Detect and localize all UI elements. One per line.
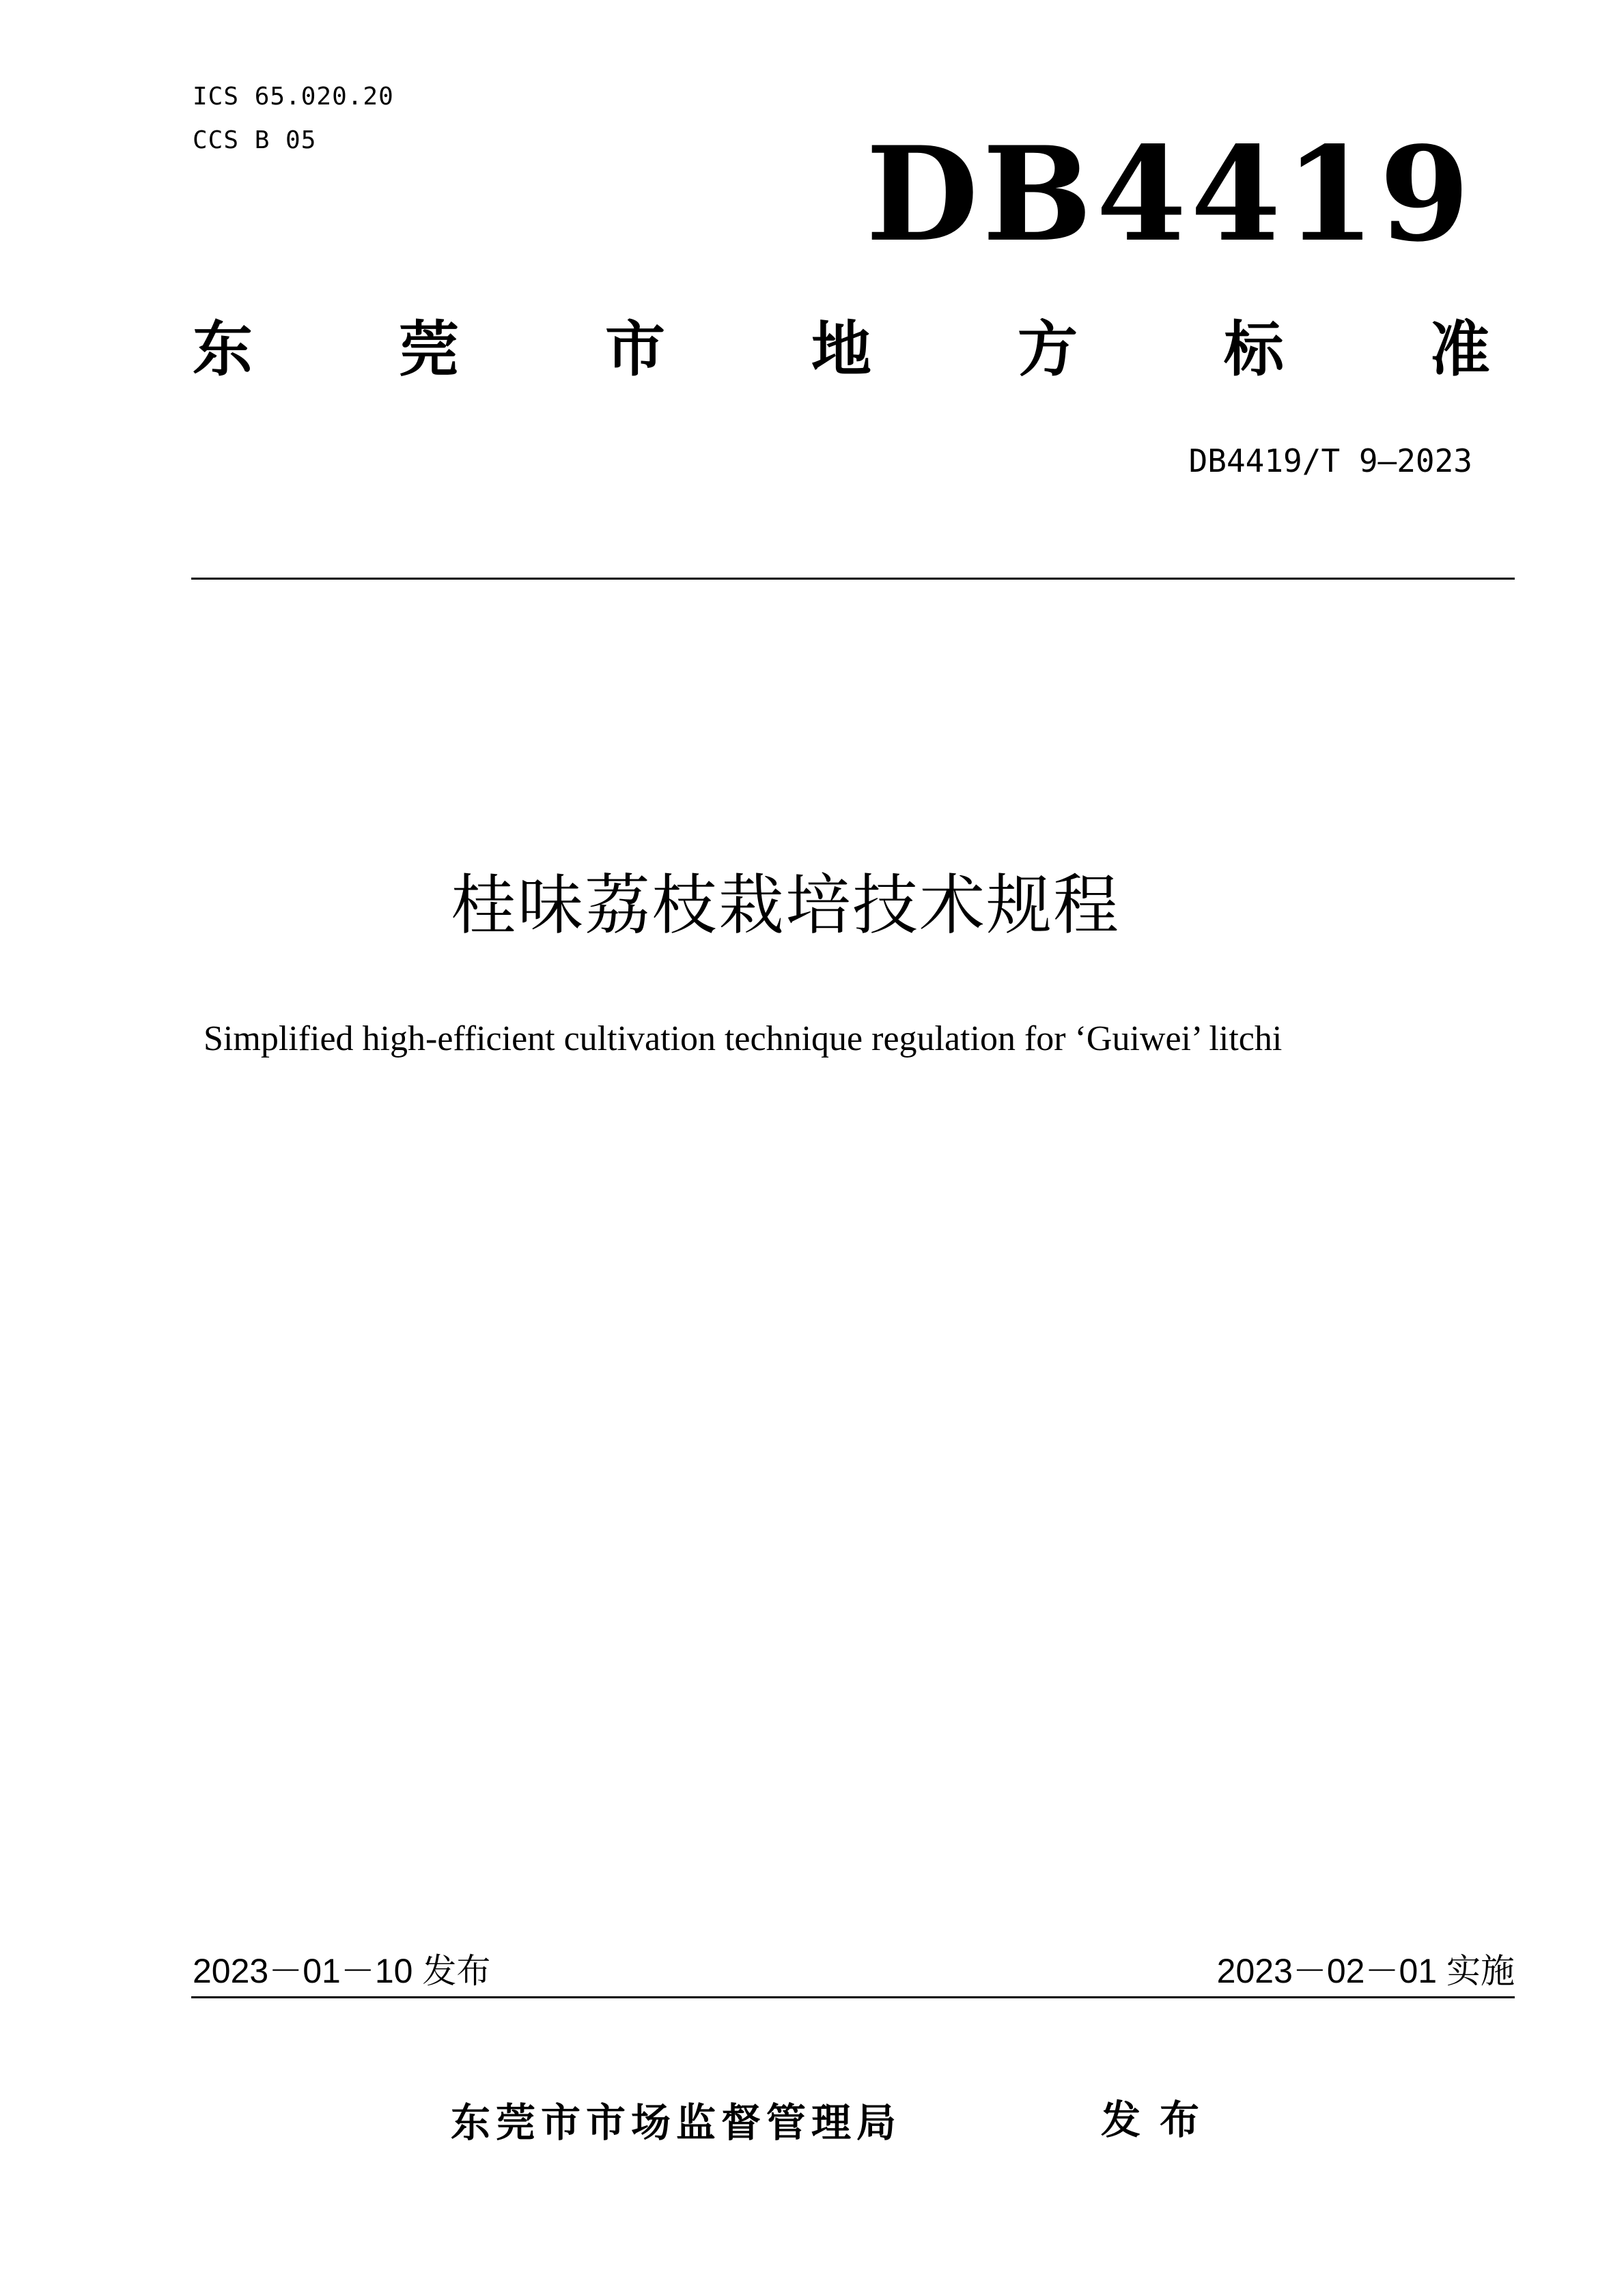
- issue-date: 2023－01－10 发布: [193, 1952, 491, 1990]
- standard-type-char: 方: [1017, 314, 1078, 384]
- footer-divider: [191, 1996, 1515, 1998]
- standard-type-char: 标: [1223, 314, 1284, 384]
- ics-code: ICS 65.020.20: [193, 83, 394, 111]
- standard-type-char: 准: [1429, 314, 1490, 384]
- standard-type-heading: [193, 314, 1490, 384]
- standard-type-char: 东: [193, 314, 253, 384]
- chinese-title: 桂味荔枝栽培技术规程: [451, 867, 1120, 944]
- publisher-name: 东莞市市场监督管理局: [451, 2099, 902, 2146]
- standard-number: DB4419/T 9—2023: [1188, 442, 1472, 479]
- english-title: Simplified high-efficient cultivation technique regulation for ‘Guiwei’ litchi: [204, 1019, 1283, 1058]
- header-divider: [191, 578, 1515, 580]
- standard-code-logo: DB4419: [865, 118, 1474, 270]
- implementation-date: 2023－02－01 实施: [1216, 1952, 1515, 1990]
- publish-label: 发布: [1101, 2097, 1219, 2143]
- standard-type-char: 市: [604, 314, 665, 384]
- standard-type-char: 莞: [398, 314, 459, 384]
- standard-type-char: 地: [811, 314, 871, 384]
- ccs-code: CCS B 05: [193, 126, 317, 154]
